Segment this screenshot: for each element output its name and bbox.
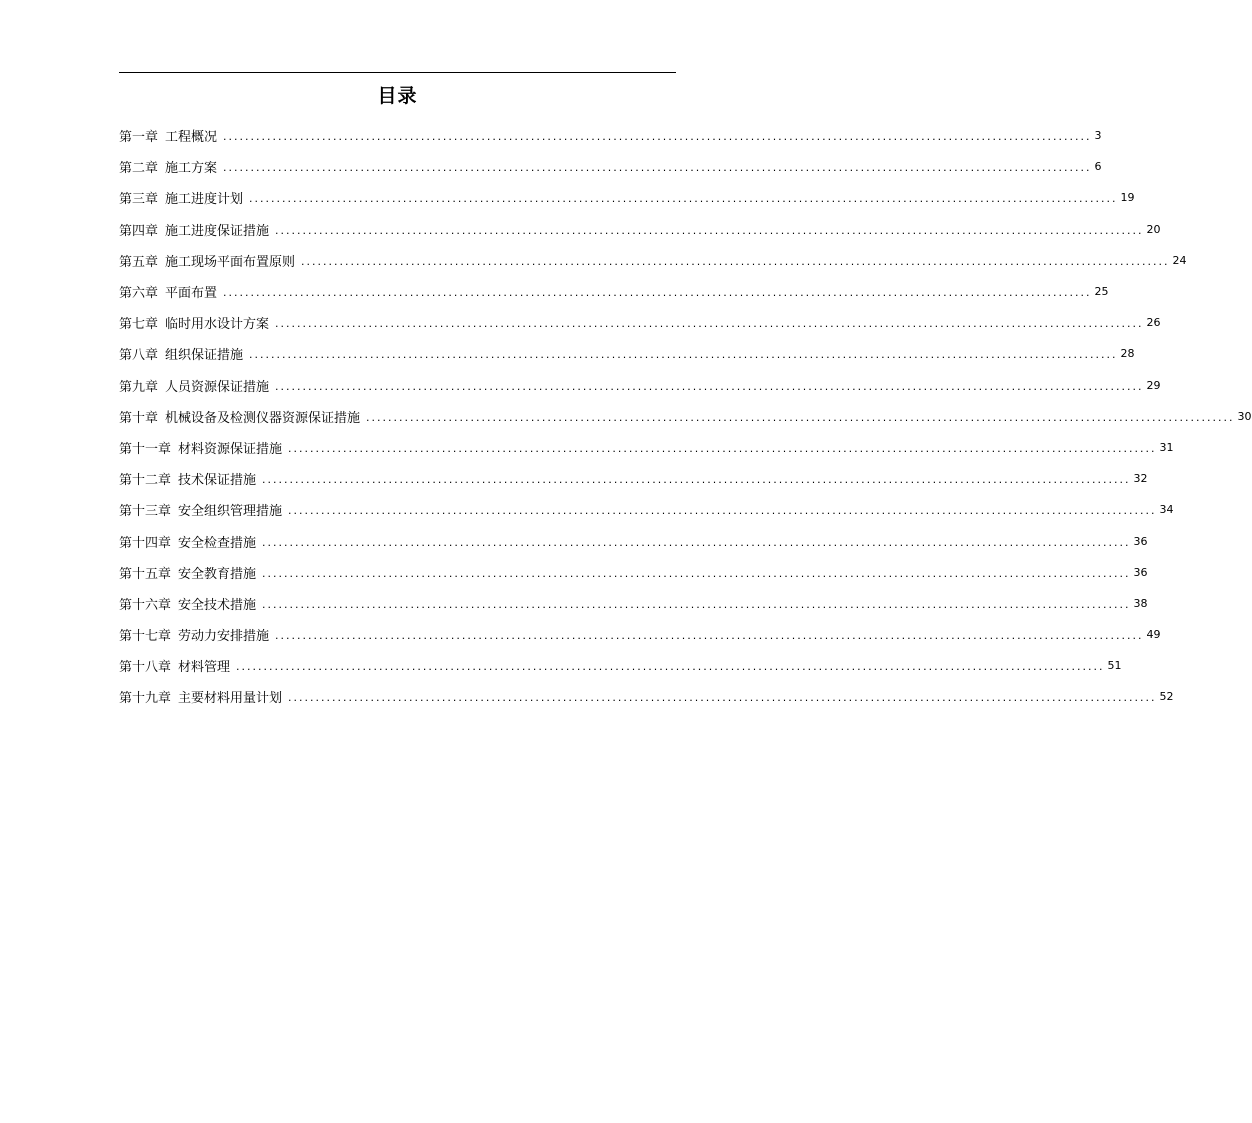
toc-entry-leader: .............................................................................................................................................................. — [288, 691, 1157, 705]
toc-entry-chapter: 第一章 — [119, 130, 159, 146]
toc-entry-page: 3 — [1094, 129, 1102, 143]
toc-entry-leader: .............................................................................................................................................................. — [249, 192, 1118, 206]
toc-entry-title: 主要材料用量计划 — [178, 691, 283, 707]
toc-entry-leader: .............................................................................................................................................................. — [275, 317, 1144, 331]
toc-entry-page: 36 — [1133, 534, 1148, 548]
toc-entry[interactable] — [119, 214, 1161, 245]
toc-entry-page: 6 — [1094, 160, 1102, 174]
toc-entry-title: 安全教育措施 — [178, 566, 257, 582]
toc-entry-leader: .............................................................................................................................................................. — [275, 629, 1144, 643]
toc-entry-leader: .............................................................................................................................................................. — [301, 254, 1170, 268]
toc-list — [119, 120, 1252, 713]
toc-entry[interactable] — [119, 370, 1161, 401]
toc-entry-title: 安全组织管理措施 — [178, 504, 283, 520]
toc-entry-title: 施工现场平面布置原则 — [165, 254, 296, 270]
toc-entry-title: 施工方案 — [165, 161, 218, 177]
toc-entry-chapter: 第十九章 — [119, 691, 172, 707]
toc-entry-title: 材料资源保证措施 — [178, 441, 283, 457]
toc-entry-chapter: 第十三章 — [119, 504, 172, 520]
toc-entry-page: 34 — [1159, 503, 1174, 517]
toc-entry-leader: .............................................................................................................................................................. — [262, 566, 1131, 580]
toc-entry-page: 25 — [1094, 285, 1109, 299]
toc-entry-leader: .............................................................................................................................................................. — [236, 660, 1105, 674]
toc-entry-leader: .............................................................................................................................................................. — [288, 441, 1157, 455]
toc-entry-title: 施工进度计划 — [165, 192, 244, 208]
toc-entry-leader: .............................................................................................................................................................. — [262, 473, 1131, 487]
toc-entry-page: 20 — [1146, 222, 1161, 236]
toc-entry-chapter: 第十六章 — [119, 597, 172, 613]
toc-entry[interactable] — [119, 120, 1102, 151]
toc-entry-leader: .............................................................................................................................................................. — [223, 286, 1092, 300]
toc-entry[interactable] — [119, 245, 1187, 276]
toc-entry-leader: .............................................................................................................................................................. — [223, 130, 1092, 144]
toc-entry-page: 26 — [1146, 316, 1161, 330]
toc-entry-chapter: 第三章 — [119, 192, 159, 208]
toc-entry-title: 材料管理 — [178, 660, 231, 676]
toc-entry[interactable] — [119, 401, 1252, 432]
toc-entry-chapter: 第十七章 — [119, 629, 172, 645]
toc-entry-page: 30 — [1237, 409, 1252, 423]
toc-entry-chapter: 第十二章 — [119, 473, 172, 489]
toc-entry-chapter: 第十八章 — [119, 660, 172, 676]
toc-entry-chapter: 第二章 — [119, 161, 159, 177]
toc-entry-title: 组织保证措施 — [165, 348, 244, 364]
toc-entry[interactable] — [119, 151, 1102, 182]
toc-entry-title: 平面布置 — [165, 286, 218, 302]
toc-entry-page: 51 — [1107, 659, 1122, 673]
toc-entry-title: 人员资源保证措施 — [165, 379, 270, 395]
toc-entry-chapter: 第十章 — [119, 410, 159, 426]
toc-entry-title: 安全技术措施 — [178, 597, 257, 613]
toc-entry-leader: .............................................................................................................................................................. — [249, 348, 1118, 362]
toc-entry-chapter: 第十五章 — [119, 566, 172, 582]
toc-entry-page: 24 — [1172, 253, 1187, 267]
toc-entry-leader: .............................................................................................................................................................. — [223, 161, 1092, 175]
toc-entry-chapter: 第六章 — [119, 286, 159, 302]
toc-entry-leader: .............................................................................................................................................................. — [262, 597, 1131, 611]
toc-entry-chapter: 第九章 — [119, 379, 159, 395]
toc-entry-page: 31 — [1159, 440, 1174, 454]
toc-entry-chapter: 第五章 — [119, 254, 159, 270]
toc-entry-title: 临时用水设计方案 — [165, 317, 270, 333]
toc-entry-page: 19 — [1120, 191, 1135, 205]
toc-entry-title: 安全检查措施 — [178, 535, 257, 551]
toc-entry-leader: .............................................................................................................................................................. — [262, 535, 1131, 549]
toc-entry-title: 施工进度保证措施 — [165, 223, 270, 239]
toc-entry-page: 38 — [1133, 596, 1148, 610]
toc-entry-page: 28 — [1120, 347, 1135, 361]
toc-entry-chapter: 第四章 — [119, 223, 159, 239]
toc-entry[interactable] — [119, 338, 1135, 369]
toc-entry-leader: .............................................................................................................................................................. — [275, 379, 1144, 393]
toc-entry-page: 49 — [1146, 628, 1161, 642]
toc-entry[interactable] — [119, 182, 1135, 213]
toc-entry-chapter: 第十一章 — [119, 441, 172, 457]
toc-entry[interactable] — [119, 276, 1109, 307]
toc-entry[interactable] — [119, 525, 1148, 556]
toc-entry-page: 52 — [1159, 690, 1174, 704]
toc-entry[interactable] — [119, 307, 1161, 338]
toc-entry-title: 技术保证措施 — [178, 473, 257, 489]
toc-entry-page: 36 — [1133, 565, 1148, 579]
page-title: 目录 — [377, 85, 418, 107]
toc-entry[interactable] — [119, 432, 1174, 463]
toc-entry[interactable] — [119, 557, 1148, 588]
toc-entry-title: 劳动力安排措施 — [178, 629, 270, 645]
toc-entry[interactable] — [119, 588, 1148, 619]
header-rule — [119, 72, 676, 73]
toc-entry[interactable] — [119, 650, 1122, 681]
toc-entry-title: 机械设备及检测仪器资源保证措施 — [165, 410, 361, 426]
toc-entry[interactable] — [119, 681, 1174, 712]
toc-entry-page: 32 — [1133, 472, 1148, 486]
toc-entry-page: 29 — [1146, 378, 1161, 392]
toc-entry-chapter: 第八章 — [119, 348, 159, 364]
toc-entry[interactable] — [119, 494, 1174, 525]
toc-entry[interactable] — [119, 619, 1161, 650]
toc-entry-chapter: 第七章 — [119, 317, 159, 333]
toc-entry-leader: .............................................................................................................................................................. — [275, 223, 1144, 237]
toc-entry-leader: .............................................................................................................................................................. — [366, 410, 1235, 424]
toc-entry[interactable] — [119, 463, 1148, 494]
toc-entry-chapter: 第十四章 — [119, 535, 172, 551]
toc-entry-leader: .............................................................................................................................................................. — [288, 504, 1157, 518]
toc-entry-title: 工程概况 — [165, 130, 218, 146]
